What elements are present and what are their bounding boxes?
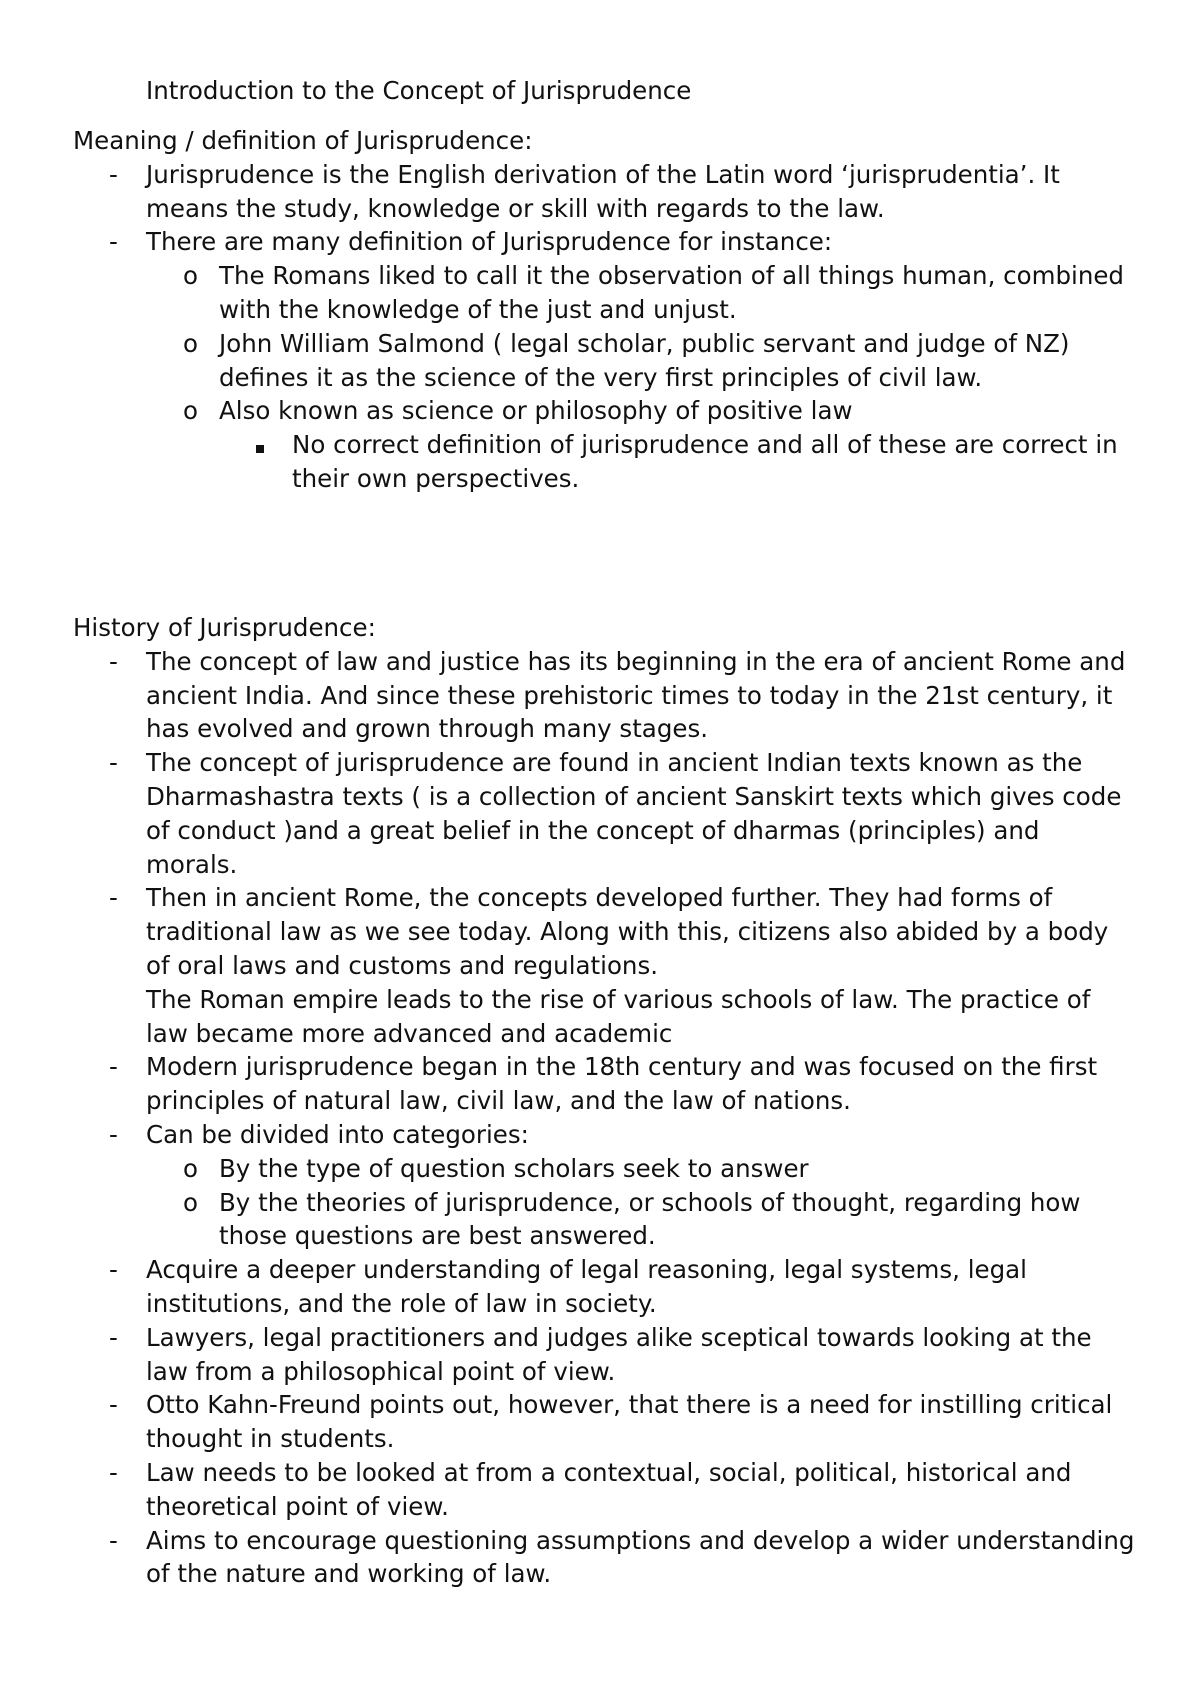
sub-sub-list-item: [0, 428, 1200, 496]
sub-list-item-text: Also known as science or philosophy of positive law: [219, 396, 853, 426]
dash-bullet-icon: -: [109, 1390, 118, 1420]
circle-bullet-icon: o: [183, 1187, 198, 1217]
list-item: [0, 1456, 1200, 1524]
dash-bullet-icon: -: [109, 1052, 118, 1082]
list-item: [0, 225, 1200, 495]
list-item-text: Can be divided into categories:: [146, 1119, 529, 1149]
section-heading: Meaning / definition of Jurisprudence:: [73, 126, 533, 155]
sub-list-item-text: By the theories of jurisprudence, or schools of thought, regarding how those questions are best answered.: [219, 1187, 1081, 1251]
dash-bullet-icon: -: [109, 227, 118, 257]
sub-list-item-text: The Romans liked to call it the observation of all things human, combined with the knowledge of the just and unjust.: [219, 261, 1124, 324]
sub-list-item: [0, 394, 1200, 495]
dash-bullet-icon: -: [109, 883, 118, 913]
dash-bullet-icon: -: [109, 1255, 118, 1285]
circle-bullet-icon: o: [183, 1153, 198, 1183]
list-item-text: Otto Kahn-Freund points out, however, that there is a need for instilling critical thought in students.: [146, 1390, 1113, 1454]
sub-list-item-text: By the type of question scholars seek to answer: [219, 1153, 809, 1183]
sub-sub-bullet-list: [0, 428, 1200, 496]
list-item: [0, 881, 1200, 1050]
dash-bullet-icon: -: [109, 1457, 118, 1487]
list-item: [0, 1524, 1200, 1592]
list-item-text: Acquire a deeper understanding of legal reasoning, legal systems, legal institutions, and the role of law in society.: [146, 1255, 1027, 1318]
sub-bullet-list: [0, 1152, 1200, 1253]
dash-bullet-icon: -: [109, 1322, 118, 1352]
dash-bullet-icon: -: [109, 159, 118, 189]
list-item-continuation: The Roman empire leads to the rise of various schools of law. The practice of law became more advanced and academic: [146, 984, 1091, 1048]
sub-list-item-text: John William Salmond ( legal scholar, public servant and judge of NZ) defines it as the science of the very first principles of civil law.: [219, 328, 1070, 392]
sub-sub-list-item-text: No correct definition of jurisprudence and all of these are correct in their own perspectives.: [292, 430, 1118, 493]
list-item: [0, 1050, 1200, 1118]
circle-bullet-icon: o: [183, 261, 198, 291]
list-item: [0, 746, 1200, 881]
list-item: [0, 1388, 1200, 1456]
bullet-list: [0, 158, 1200, 496]
list-item-text: There are many definition of Jurisprudence for instance:: [146, 227, 833, 257]
list-item: [0, 1118, 1200, 1253]
sub-list-item: [0, 327, 1200, 395]
dash-bullet-icon: -: [109, 1525, 118, 1555]
dash-bullet-icon: -: [109, 1119, 118, 1149]
bullet-list: [0, 645, 1200, 1591]
sub-list-item: [0, 259, 1200, 327]
list-item-text: The concept of law and justice has its beginning in the era of ancient Rome and ancient India. And since these prehistoric times to today in the 21st century, it has evolved and grown through many stages.: [146, 646, 1126, 744]
sub-list-item: [0, 1186, 1200, 1254]
list-item-text: Lawyers, legal practitioners and judges alike sceptical towards looking at the law from a philosophical point of view.: [146, 1322, 1092, 1386]
circle-bullet-icon: o: [183, 328, 198, 358]
list-item-text: Modern jurisprudence began in the 18th century and was focused on the first principles of natural law, civil law, and the law of nations.: [146, 1052, 1098, 1116]
sub-list-item: [0, 1152, 1200, 1186]
sub-bullet-list: [0, 259, 1200, 496]
list-item-text: Law needs to be looked at from a contextual, social, political, historical and theoretical point of view.: [146, 1457, 1072, 1521]
section-heading: History of Jurisprudence:: [73, 613, 376, 642]
list-item-text: The concept of jurisprudence are found in ancient Indian texts known as the Dharmashastra texts ( is a collection of ancient Sanskirt texts which gives code of conduct )and a great belief in the concept of dharmas (principles) and morals.: [146, 748, 1122, 879]
list-item: [0, 158, 1200, 226]
list-item: [0, 1321, 1200, 1389]
circle-bullet-icon: o: [183, 396, 198, 426]
list-item: [0, 645, 1200, 746]
list-item-text: Aims to encourage questioning assumptions and develop a wider understanding of the nature and working of law.: [146, 1525, 1135, 1589]
section-history: [0, 611, 1200, 1591]
section-meaning: [0, 124, 1200, 496]
list-item-text: Then in ancient Rome, the concepts developed further. They had forms of traditional law as we see today. Along with this, citizens also abided by a body of oral laws and customs and regulations.: [146, 883, 1109, 980]
list-item-text: Jurisprudence is the English derivation of the Latin word ‘jurisprudentia’. It means the study, knowledge or skill with regards to the law.: [146, 159, 1060, 223]
dash-bullet-icon: -: [109, 646, 118, 676]
dash-bullet-icon: -: [109, 748, 118, 778]
list-item: [0, 1253, 1200, 1321]
document-title: Introduction to the Concept of Jurisprudence: [146, 76, 692, 105]
square-bullet-icon: [256, 428, 264, 462]
